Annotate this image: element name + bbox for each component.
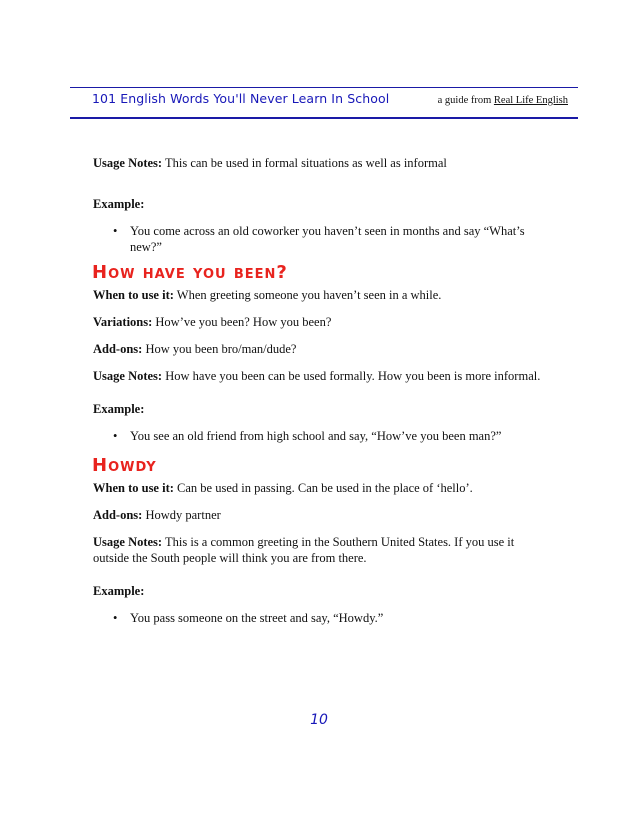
list-item	[93, 610, 543, 626]
usage-notes-text: How have you been can be used formally. How you been is more informal.	[162, 369, 541, 383]
bullet-icon: •	[113, 224, 118, 238]
example-label	[93, 401, 543, 417]
when-label: When to use it:	[93, 481, 174, 495]
usage-notes-text: This can be used in formal situations as well as informal	[162, 156, 447, 170]
usage-notes-label: Usage Notes:	[93, 369, 163, 383]
page-content	[93, 155, 543, 636]
example-label-text: Example:	[93, 402, 145, 416]
real-life-english-link[interactable]: Real Life English	[493, 95, 568, 106]
example-text: You see an old friend from high school and say, “How’ve you been man?”	[130, 429, 502, 443]
example-list	[93, 610, 543, 626]
example-label	[93, 583, 543, 599]
add-ons-label: Add-ons:	[93, 342, 143, 356]
page-number: 10	[310, 712, 328, 728]
bullet-icon: •	[113, 611, 118, 625]
when-text: Can be used in passing. Can be used in the place of ‘hello’.	[173, 481, 473, 495]
usage-notes-label: Usage Notes:	[93, 535, 163, 549]
example-list	[93, 223, 543, 255]
variations	[93, 314, 543, 330]
bullet-icon: •	[113, 429, 118, 443]
guide-attribution	[438, 95, 568, 106]
usage-notes	[93, 368, 543, 384]
add-ons-text: Howdy partner	[142, 508, 221, 522]
list-item	[93, 223, 543, 255]
when-to-use	[93, 287, 543, 303]
example-label-text: Example:	[93, 197, 145, 211]
example-text: You come across an old coworker you haven’t seen in months and say “What’s new?”	[130, 224, 525, 254]
when-text: When greeting someone you haven’t seen in a while.	[173, 288, 442, 302]
usage-notes	[93, 534, 543, 566]
example-label	[93, 196, 543, 212]
add-ons-text: How you been bro/man/dude?	[142, 342, 297, 356]
header-bottom-rule	[70, 117, 578, 119]
usage-notes-text: This is a common greeting in the Southern United States. If you use it outside the South people will think you are from there.	[93, 535, 515, 565]
section-heading-how-have-you-been: How have you been?	[92, 262, 288, 283]
example-text: You pass someone on the street and say, “Howdy.”	[130, 611, 384, 625]
usage-notes	[93, 155, 543, 171]
example-label-text: Example:	[93, 584, 145, 598]
add-ons	[93, 507, 543, 523]
header-top-rule	[70, 87, 578, 88]
when-label: When to use it:	[93, 288, 174, 302]
usage-notes-label: Usage Notes:	[93, 156, 163, 170]
section-heading-howdy: Howdy	[92, 455, 157, 476]
variations-text: How’ve you been? How you been?	[152, 315, 332, 329]
guide-prefix: a guide from	[437, 95, 494, 106]
add-ons-label: Add-ons:	[93, 508, 143, 522]
list-item	[93, 428, 543, 444]
example-list	[93, 428, 543, 444]
add-ons	[93, 341, 543, 357]
when-to-use	[93, 480, 543, 496]
document-title: 101 English Words You'll Never Learn In School	[92, 91, 390, 106]
variations-label: Variations:	[93, 315, 153, 329]
